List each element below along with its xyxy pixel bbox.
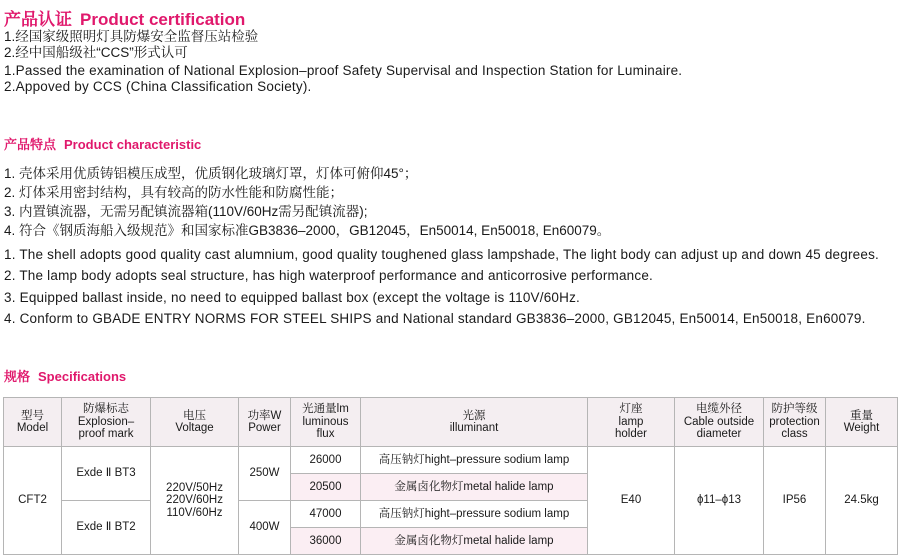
flux-cell: 36000 xyxy=(291,528,361,555)
header-protection-class: 防护等级 protection class xyxy=(764,398,826,447)
illuminant-cell: 高压钠灯hight–pressure sodium lamp xyxy=(361,447,588,474)
characteristic-line-en-1: 1. The shell adopts good quality cast alumnium, good quality toughened glass lampshade, The light body can adjust up and down 45 degrees. xyxy=(4,247,879,262)
power-cell-400w: 400W xyxy=(239,501,291,555)
weight-cell: 24.5kg xyxy=(826,447,898,555)
specifications-title-cn: 规格 xyxy=(4,369,31,384)
illuminant-cell: 金属卤化物灯metal halide lamp xyxy=(361,474,588,501)
characteristic-line-en-2: 2. The lamp body adopts seal structure, has high waterproof performance and anticorrosive performance. xyxy=(4,268,653,283)
certification-line-en-2: 2.Appoved by CCS (China Classification Society). xyxy=(4,79,312,94)
table-row xyxy=(4,447,898,474)
characteristic-line-cn-4: 4. 符合《钢质海船入级规范》和国家标准GB3836–2000，GB12045，En50014, En50018, En60079。 xyxy=(4,223,611,238)
characteristic-line-cn-1: 1. 壳体采用优质铸铝模压成型，优质钢化玻璃灯罩，灯体可俯仰45°； xyxy=(4,166,418,181)
header-luminous-flux: 光通量lm luminous flux xyxy=(291,398,361,447)
explosion-mark-cell-bt2: Exde Ⅱ BT2 xyxy=(62,501,151,555)
specifications-title-en: Specifications xyxy=(38,369,127,384)
specifications-table xyxy=(3,397,898,555)
protection-class-cell: IP56 xyxy=(764,447,826,555)
header-weight: 重量 Weight xyxy=(826,398,898,447)
characteristic-title xyxy=(4,134,201,153)
certification-title-en: Product certification xyxy=(80,10,246,29)
flux-cell: 20500 xyxy=(291,474,361,501)
certification-line-cn-1: 1.经国家级照明灯具防爆安全监督压站检验 xyxy=(4,29,259,44)
certification-title-cn: 产品认证 xyxy=(4,10,72,29)
cable-diameter-cell: ϕ11–ϕ13 xyxy=(675,447,764,555)
illuminant-cell: 高压钠灯hight–pressure sodium lamp xyxy=(361,501,588,528)
header-illuminant: 光源 illuminant xyxy=(361,398,588,447)
characteristic-title-en: Product characteristic xyxy=(64,137,202,152)
certification-line-en-1: 1.Passed the examination of National Explosion–proof Safety Supervisal and Inspection Station for Luminaire. xyxy=(4,63,683,78)
header-model: 型号 Model xyxy=(4,398,62,447)
illuminant-cell: 金属卤化物灯metal halide lamp xyxy=(361,528,588,555)
voltage-cell: 220V/50Hz 220V/60Hz 110V/60Hz xyxy=(151,447,239,555)
header-cable-diameter: 电缆外径 Cable outside diameter xyxy=(675,398,764,447)
lamp-holder-cell: E40 xyxy=(588,447,675,555)
model-cell: CFT2 xyxy=(4,447,62,555)
table-header-row xyxy=(4,398,898,447)
power-cell-250w: 250W xyxy=(239,447,291,501)
characteristic-line-en-4: 4. Conform to GBADE ENTRY NORMS FOR STEEL SHIPS and National standard GB3836–2000, GB12045, En50014, En50018, En60079. xyxy=(4,311,866,326)
header-lamp-holder: 灯座 lamp holder xyxy=(588,398,675,447)
header-power: 功率W Power xyxy=(239,398,291,447)
characteristic-line-cn-2: 2. 灯体采用密封结构，具有较高的防水性能和防腐性能； xyxy=(4,185,344,200)
characteristic-line-en-3: 3. Equipped ballast inside, no need to equipped ballast box (except the voltage is 110V/60Hz. xyxy=(4,290,580,305)
flux-cell: 47000 xyxy=(291,501,361,528)
characteristic-line-cn-3: 3. 内置镇流器，无需另配镇流器箱(110V/60Hz需另配镇流器); xyxy=(4,204,368,219)
certification-line-cn-2: 2.经中国船级社“CCS”形式认可 xyxy=(4,45,188,60)
specifications-title xyxy=(4,366,126,385)
flux-cell: 26000 xyxy=(291,447,361,474)
certification-title xyxy=(4,5,245,30)
explosion-mark-cell-bt3: Exde Ⅱ BT3 xyxy=(62,447,151,501)
characteristic-title-cn: 产品特点 xyxy=(4,137,57,152)
header-explosion-proof-mark: 防爆标志 Explosion– proof mark xyxy=(62,398,151,447)
header-voltage: 电压 Voltage xyxy=(151,398,239,447)
